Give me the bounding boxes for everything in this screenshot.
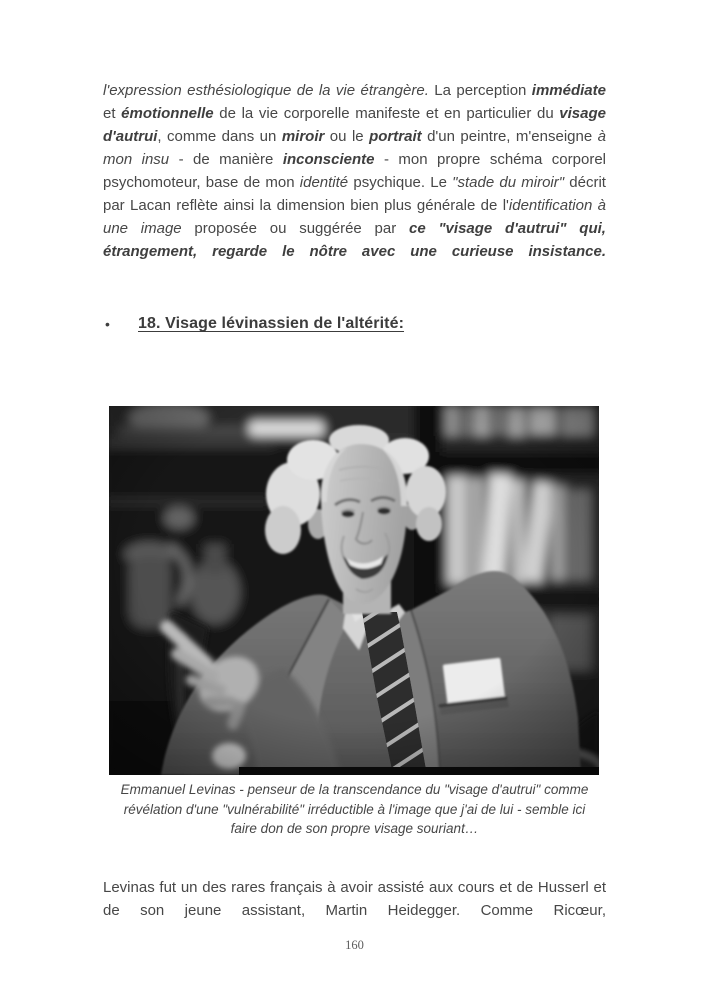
page-number: 160: [345, 938, 364, 952]
text-segment: de la vie corporelle manifeste et en particulier du: [213, 105, 560, 122]
text-segment: émotionnelle: [121, 105, 214, 122]
levinas-photo: [109, 406, 599, 775]
text-segment: à mon insu: [103, 128, 606, 168]
text-segment: identification à une image: [103, 197, 606, 237]
text-segment: inconsciente: [282, 151, 375, 168]
photo-caption: [103, 780, 606, 839]
figure: [109, 406, 599, 775]
text-segment: Levinas fut un des rares français à avoir assisté aux cours et de Husserl et de son jeune assistant, Martin Heidegger. Comme Ricœur,: [103, 879, 606, 919]
caption-line: Emmanuel Levinas - penseur de la transcendance du "visage d'autrui" comme: [120, 782, 589, 797]
text-segment: miroir: [281, 128, 325, 145]
text-segment: - de manière: [169, 151, 283, 168]
text-segment: "stade du miroir": [452, 174, 565, 191]
text-segment: identité: [299, 174, 349, 191]
text-segment: proposée ou suggérée par: [181, 220, 409, 237]
text-segment: , comme dans un: [157, 128, 282, 145]
text-segment: La perception: [428, 82, 532, 99]
caption-line: révélation d'une "vulnérabilité" irréductible à l'image que j'ai de lui - semble ici: [123, 801, 586, 817]
text-segment: portrait: [369, 128, 422, 145]
bullet-icon: •: [105, 316, 110, 332]
text-segment: immédiate: [531, 82, 606, 99]
body-paragraph-1: [103, 79, 606, 263]
text-segment: - mon propre schéma corporel psychomoteur, base de mon: [103, 151, 606, 191]
text-segment: psychique. Le: [348, 174, 453, 191]
text-segment: visage d'autrui: [103, 105, 606, 145]
text-segment: et: [103, 105, 122, 122]
text-segment: ce "visage d'autrui" qui, étrangement, regarde le nôtre avec une curieuse insistance.: [103, 220, 606, 260]
text-segment: d'un peintre, m'enseigne: [421, 128, 598, 145]
section-heading: [103, 315, 404, 333]
caption-line: faire don de son propre visage souriant…: [230, 821, 479, 836]
body-paragraph-2: [103, 876, 606, 922]
text-segment: ou le: [324, 128, 370, 145]
section-heading-label: 18. Visage lévinassien de l'altérité:: [138, 315, 405, 332]
text-segment: l'expression esthésiologique de la vie étrangère.: [103, 82, 429, 99]
text-segment: décrit par Lacan reflète ainsi la dimension bien plus générale de l': [103, 174, 606, 214]
